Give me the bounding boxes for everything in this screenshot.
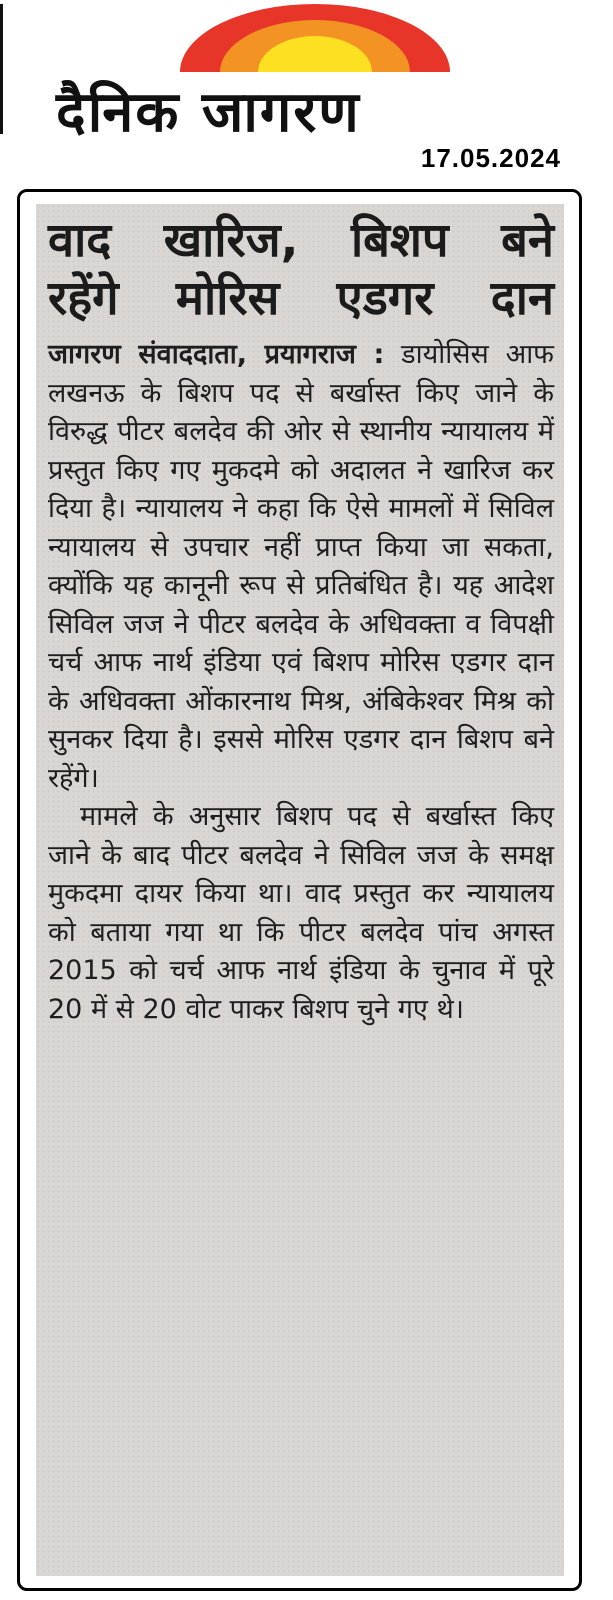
headline-line-2: रहेंगे मोरिस एडगर दान — [48, 271, 554, 326]
article-paragraph-2: मामले के अनुसार बिशप पद से बर्खास्त किए जाने के बाद पीटर बलदेव ने सिविल जज के समक्ष मुकदमा दायर किया था। वाद प्रस्तुत कर न्यायालय को बताया गया था कि पीटर बलदेव पांच अगस्त 2015 को चर्च आफ नार्थ इंडिया के चुनाव में पूरे 20 में से 20 वोट पाकर बिशप चुने गए थे। — [48, 801, 554, 1025]
rising-sun-logo-icon — [180, 2, 450, 72]
clipping-frame — [17, 189, 582, 1591]
masthead — [0, 0, 613, 190]
publication-date: 17.05.2024 — [420, 143, 561, 173]
byline: जागरण संवाददाता, प्रयागराज : — [48, 339, 385, 370]
article-paragraph-1 — [48, 336, 554, 798]
article-body — [48, 336, 554, 1029]
newspaper-name: दैनिक जागरण — [56, 80, 361, 145]
left-border-rule — [0, 4, 3, 134]
paragraph-1-text: डायोसिस आफ लखनऊ के बिशप पद से बर्खास्त किए जाने के विरुद्ध पीटर बलदेव की ओर से स्थानीय न्यायालय में प्रस्तुत किए गए मुकदमे को अदालत ने खारिज कर दिया है। न्यायालय ने कहा कि ऐसे मामलों में सिविल न्यायालय से उपचार नहीं प्राप्त किया जा सकता, क्योंकि यह कानूनी रूप से प्रतिबंधित है। यह आदेश सिविल जज ने पीटर बलदेव के अधिवक्ता व विपक्षी चर्च आफ नार्थ इंडिया एवं बिशप मोरिस एडगर दान के अधिवक्ता ओंकारनाथ मिश्र, अंबिकेश्वर मिश्र को सुनकर दिया है। इससे मोरिस एडगर दान बिशप बने रहेंगे। — [48, 339, 554, 794]
headline-line-1: वाद खारिज, बिशप बने — [48, 213, 554, 268]
newspaper-clipping — [36, 204, 564, 1576]
article-headline — [48, 212, 554, 328]
